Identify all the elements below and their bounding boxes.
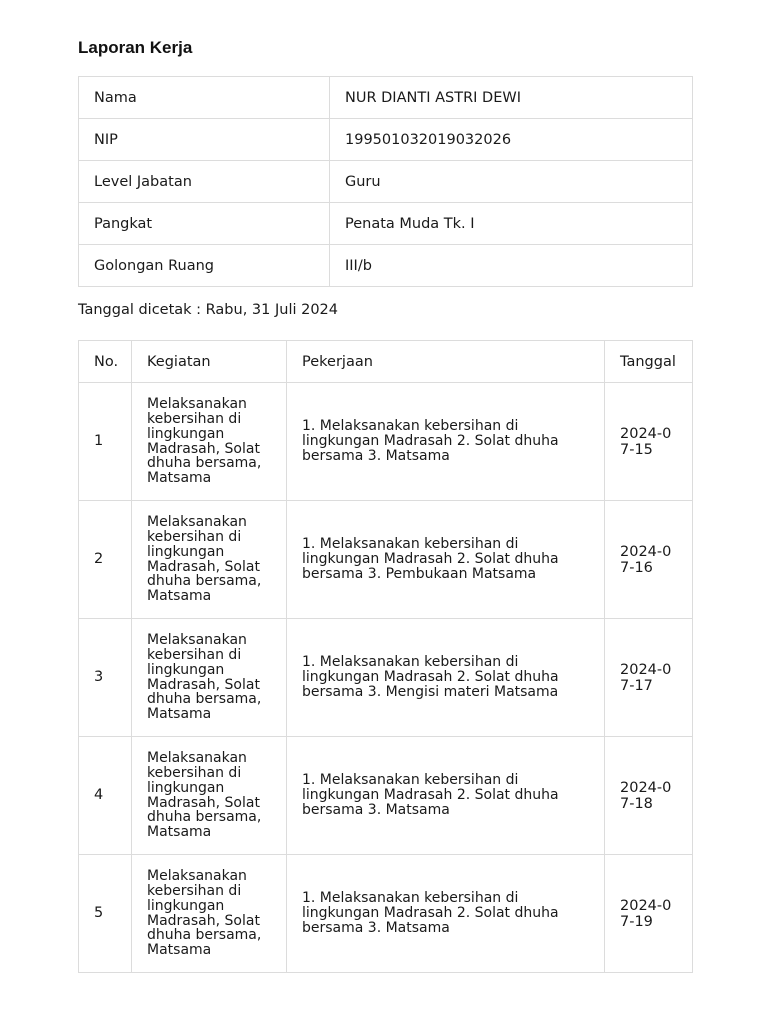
cell-kegiatan: Melaksanakan kebersihan di lingkungan Madrasah, Solat dhuha bersama, Matsama <box>132 855 287 973</box>
column-header-pekerjaan: Pekerjaan <box>287 341 605 383</box>
cell-pekerjaan: 1. Melaksanakan kebersihan di lingkungan Madrasah 2. Solat dhuha bersama 3. Matsama <box>287 383 605 501</box>
cell-tanggal: 2024-07-17 <box>605 619 693 737</box>
profile-value: NUR DIANTI ASTRI DEWI <box>330 77 693 119</box>
table-row <box>79 855 693 973</box>
profile-value: Penata Muda Tk. I <box>330 203 693 245</box>
profile-row-nama <box>79 77 693 119</box>
column-header-tanggal: Tanggal <box>605 341 693 383</box>
cell-pekerjaan: 1. Melaksanakan kebersihan di lingkungan Madrasah 2. Solat dhuha bersama 3. Pembukaan Matsama <box>287 501 605 619</box>
cell-pekerjaan: 1. Melaksanakan kebersihan di lingkungan Madrasah 2. Solat dhuha bersama 3. Matsama <box>287 855 605 973</box>
profile-value: III/b <box>330 245 693 287</box>
cell-kegiatan: Melaksanakan kebersihan di lingkungan Madrasah, Solat dhuha bersama, Matsama <box>132 619 287 737</box>
activity-table <box>78 340 693 973</box>
profile-row-golongan-ruang <box>79 245 693 287</box>
profile-value: Guru <box>330 161 693 203</box>
profile-label: Pangkat <box>79 203 330 245</box>
cell-no: 2 <box>79 501 132 619</box>
cell-no: 4 <box>79 737 132 855</box>
profile-label: Nama <box>79 77 330 119</box>
profile-table <box>78 76 693 287</box>
table-row <box>79 737 693 855</box>
cell-tanggal: 2024-07-19 <box>605 855 693 973</box>
profile-row-nip <box>79 119 693 161</box>
cell-no: 1 <box>79 383 132 501</box>
activity-header-row <box>79 341 693 383</box>
table-row <box>79 501 693 619</box>
cell-tanggal: 2024-07-16 <box>605 501 693 619</box>
table-row <box>79 383 693 501</box>
printed-date: Tanggal dicetak : Rabu, 31 Juli 2024 <box>78 302 339 318</box>
profile-row-level-jabatan <box>79 161 693 203</box>
cell-kegiatan: Melaksanakan kebersihan di lingkungan Madrasah, Solat dhuha bersama, Matsama <box>132 737 287 855</box>
profile-label: NIP <box>79 119 330 161</box>
cell-no: 5 <box>79 855 132 973</box>
cell-tanggal: 2024-07-18 <box>605 737 693 855</box>
cell-kegiatan: Melaksanakan kebersihan di lingkungan Madrasah, Solat dhuha bersama, Matsama <box>132 501 287 619</box>
cell-pekerjaan: 1. Melaksanakan kebersihan di lingkungan Madrasah 2. Solat dhuha bersama 3. Matsama <box>287 737 605 855</box>
page-title: Laporan Kerja <box>78 38 193 57</box>
profile-row-pangkat <box>79 203 693 245</box>
cell-kegiatan: Melaksanakan kebersihan di lingkungan Madrasah, Solat dhuha bersama, Matsama <box>132 383 287 501</box>
cell-pekerjaan: 1. Melaksanakan kebersihan di lingkungan Madrasah 2. Solat dhuha bersama 3. Mengisi materi Matsama <box>287 619 605 737</box>
cell-no: 3 <box>79 619 132 737</box>
column-header-no: No. <box>79 341 132 383</box>
profile-label: Golongan Ruang <box>79 245 330 287</box>
column-header-kegiatan: Kegiatan <box>132 341 287 383</box>
table-row <box>79 619 693 737</box>
profile-label: Level Jabatan <box>79 161 330 203</box>
cell-tanggal: 2024-07-15 <box>605 383 693 501</box>
profile-value: 199501032019032026 <box>330 119 693 161</box>
